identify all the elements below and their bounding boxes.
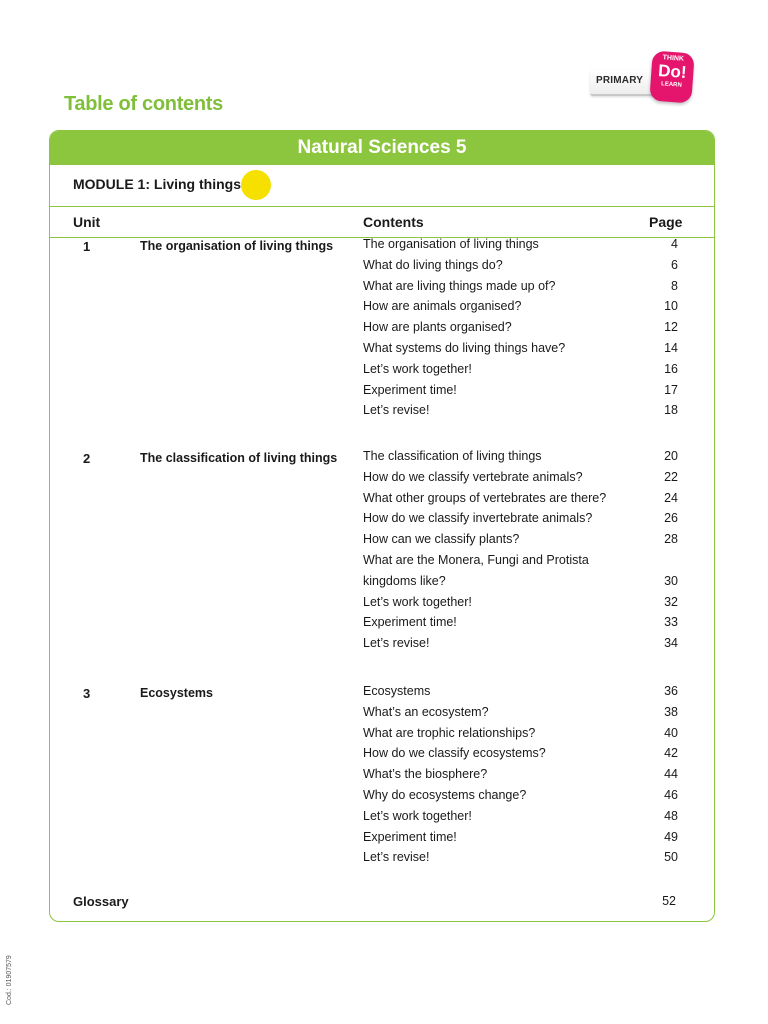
- content-title: The classification of living things: [363, 449, 542, 463]
- glossary-page: 52: [662, 894, 676, 908]
- logo-do-text: Do!: [657, 61, 688, 82]
- content-page-number: 44: [664, 767, 678, 782]
- content-page-number: 42: [664, 746, 678, 761]
- content-page-number: 4: [671, 237, 678, 251]
- content-page-number: 38: [664, 704, 678, 719]
- content-title: Let’s revise!: [363, 850, 430, 865]
- content-title: How do we classify invertebrate animals?: [363, 511, 593, 526]
- content-title: Let’s work together!: [363, 361, 472, 376]
- content-title: Why do ecosystems change?: [363, 787, 527, 802]
- content-title: What are the Monera, Fungi and Protista: [363, 552, 589, 567]
- content-page-number: 36: [664, 684, 678, 698]
- content-page-number: 12: [664, 320, 678, 335]
- content-list: [363, 237, 693, 424]
- content-title: Let’s revise!: [363, 636, 430, 651]
- content-row[interactable]: [363, 532, 693, 553]
- content-page-number: 6: [671, 257, 678, 272]
- glossary-row[interactable]: [50, 894, 714, 914]
- content-row[interactable]: [363, 850, 693, 871]
- content-title: What are trophic relationships?: [363, 725, 536, 740]
- content-title: Let’s work together!: [363, 594, 472, 609]
- content-title: What’s an ecosystem?: [363, 704, 489, 719]
- content-page-number: 50: [664, 850, 678, 865]
- content-page-number: 46: [664, 787, 678, 802]
- content-title: How are animals organised?: [363, 299, 522, 314]
- content-page-number: 10: [664, 299, 678, 314]
- column-header-unit: Unit: [73, 214, 101, 230]
- column-header-contents: Contents: [363, 214, 424, 230]
- content-title: Experiment time!: [363, 382, 457, 397]
- content-row[interactable]: [363, 320, 693, 341]
- content-title: How can we classify plants?: [363, 532, 520, 547]
- content-row[interactable]: [363, 383, 693, 404]
- content-row[interactable]: [363, 403, 693, 424]
- content-title: What are living things made up of?: [363, 278, 556, 293]
- content-title: Ecosystems: [363, 684, 431, 698]
- content-title: What other groups of vertebrates are there?: [363, 490, 607, 505]
- content-title: Experiment time!: [363, 615, 457, 630]
- content-page-number: 20: [664, 449, 678, 463]
- unit-name: The organisation of living things: [140, 239, 334, 253]
- content-title: What’s the biosphere?: [363, 767, 488, 782]
- content-list: [363, 684, 693, 871]
- content-page-number: 48: [664, 808, 678, 823]
- content-row[interactable]: [363, 746, 693, 767]
- content-row[interactable]: [363, 362, 693, 383]
- logo-learn-text: LEARN: [660, 81, 682, 89]
- content-page-number: 32: [664, 594, 678, 609]
- content-row[interactable]: [363, 341, 693, 362]
- brand-logo: [590, 52, 702, 114]
- content-title: Let’s work together!: [363, 808, 472, 823]
- content-row[interactable]: [363, 809, 693, 830]
- content-row[interactable]: [363, 788, 693, 809]
- column-header-page: Page: [649, 214, 683, 230]
- content-title: How are plants organised?: [363, 320, 512, 335]
- content-row[interactable]: [363, 299, 693, 320]
- content-row[interactable]: [363, 767, 693, 788]
- content-row[interactable]: [363, 258, 693, 279]
- content-page-number: 49: [664, 829, 678, 844]
- content-page-number: 16: [664, 361, 678, 376]
- content-list: [363, 449, 693, 657]
- content-title: The organisation of living things: [363, 237, 539, 251]
- content-row[interactable]: [363, 470, 693, 491]
- module-label: MODULE 1: Living things: [73, 176, 241, 192]
- content-row[interactable]: [363, 449, 693, 470]
- unit-number: 2: [83, 451, 91, 466]
- page-title: Table of contents: [64, 93, 223, 115]
- content-row[interactable]: [363, 684, 693, 705]
- unit-name: The classification of living things: [140, 451, 338, 465]
- unit-number: 1: [83, 239, 91, 254]
- content-row[interactable]: [363, 574, 693, 595]
- content-page-number: 28: [664, 532, 678, 547]
- content-page-number: 8: [671, 278, 678, 293]
- content-row[interactable]: [363, 830, 693, 851]
- content-row[interactable]: [363, 491, 693, 512]
- content-row[interactable]: [363, 636, 693, 657]
- content-page-number: 26: [664, 511, 678, 526]
- toc-table: [49, 130, 715, 922]
- module-row: [50, 165, 714, 207]
- content-page-number: 22: [664, 469, 678, 484]
- content-title: Experiment time!: [363, 829, 457, 844]
- content-row[interactable]: [363, 705, 693, 726]
- content-page-number: 33: [664, 615, 678, 630]
- content-row[interactable]: [363, 615, 693, 636]
- unit-number: 3: [83, 686, 91, 701]
- unit-name: Ecosystems: [140, 686, 213, 700]
- content-page-number: 30: [664, 573, 678, 588]
- content-title: kingdoms like?: [363, 573, 446, 588]
- content-row[interactable]: [363, 595, 693, 616]
- content-title: What do living things do?: [363, 257, 503, 272]
- content-title: How do we classify vertebrate animals?: [363, 469, 583, 484]
- content-row[interactable]: [363, 553, 693, 574]
- content-title: Let’s revise!: [363, 403, 430, 418]
- content-row[interactable]: [363, 511, 693, 532]
- logo-think-text: THINK: [662, 54, 685, 63]
- highlight-dot: [241, 170, 271, 200]
- content-page-number: 18: [664, 403, 678, 418]
- toc-header: Natural Sciences 5: [50, 131, 714, 165]
- content-page-number: 24: [664, 490, 678, 505]
- content-title: What systems do living things have?: [363, 340, 566, 355]
- glossary-label: Glossary: [73, 894, 129, 909]
- content-title: How do we classify ecosystems?: [363, 746, 546, 761]
- column-headers: [50, 207, 714, 238]
- content-row[interactable]: [363, 726, 693, 747]
- content-row[interactable]: [363, 237, 693, 258]
- content-page-number: 34: [664, 636, 678, 651]
- content-row[interactable]: [363, 279, 693, 300]
- logo-primary-text: PRIMARY: [596, 75, 644, 86]
- content-page-number: 40: [664, 725, 678, 740]
- side-code: Cod.: 01907579: [6, 955, 13, 1005]
- logo-think-do-learn-badge: [649, 51, 694, 104]
- content-page-number: 14: [664, 340, 678, 355]
- content-page-number: 17: [664, 382, 678, 397]
